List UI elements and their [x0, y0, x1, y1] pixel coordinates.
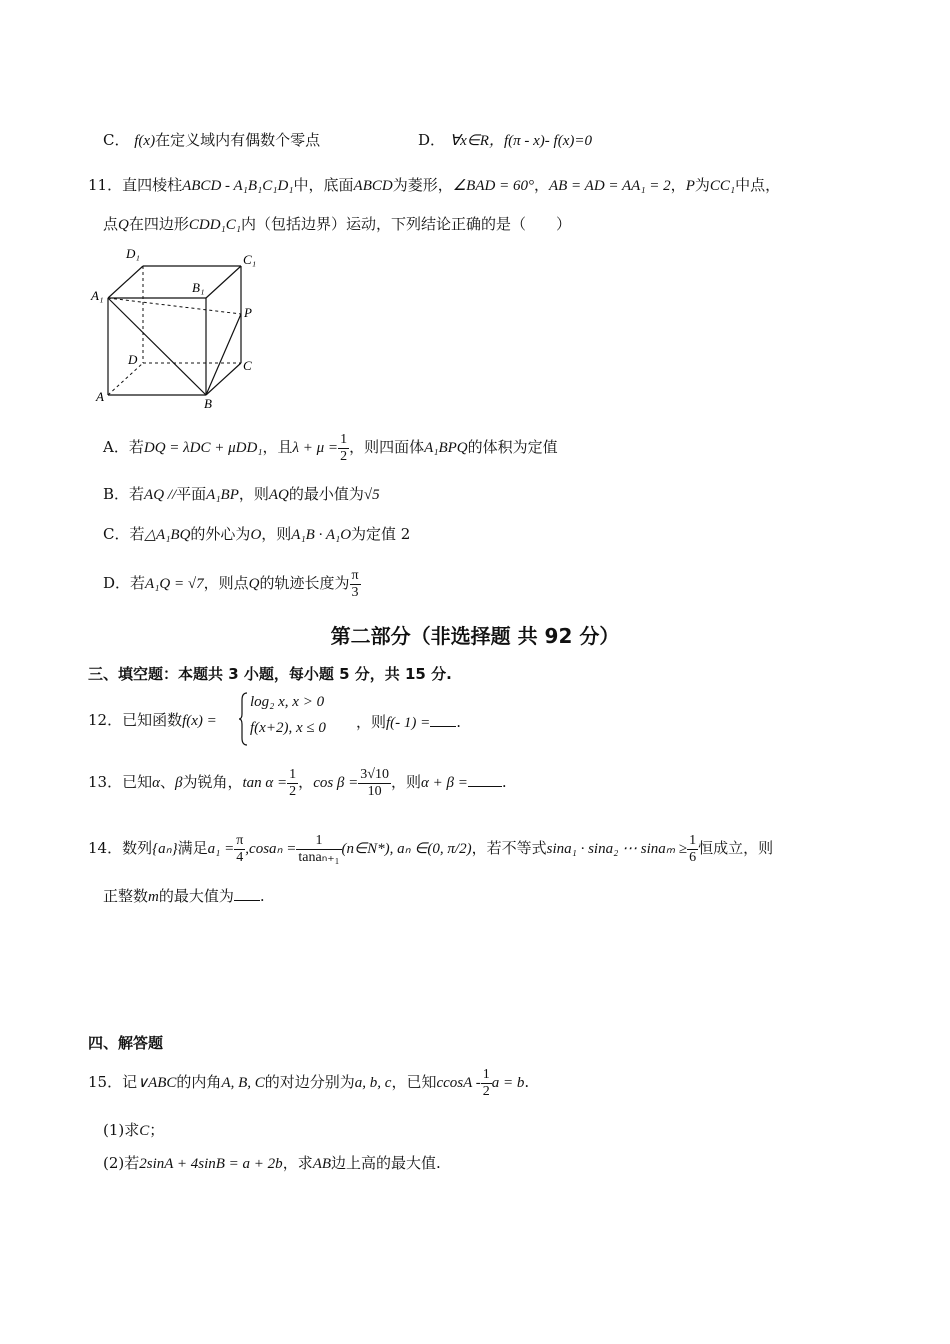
- q10-option-d: D． ∀x∈R，f(π - x)- f(x)=0: [418, 131, 592, 149]
- label-b1: B₁: [192, 280, 205, 295]
- label-a: A: [96, 389, 104, 404]
- segment-a1-b: [108, 298, 206, 395]
- label-b: B: [204, 396, 212, 411]
- fraction-recip-tan: $\frac{1}{\text{tanaₙ₊₁}}$: [298, 832, 340, 865]
- q14-line1: 14．数列{aₙ}满足a₁ = $\frac{\pi}{4}$ ,cosaₙ = $\frac{1}{\text{tanaₙ₊₁}}$ (n∈N*), aₙ ∈(0, π/2)，若不等式sina₁ · sina₂ ⋯ sinaₘ ≥ $\frac{1}{6}$ 恒成立，则: [88, 832, 774, 865]
- q12-line: 12．已知函数f(x) =: [88, 711, 217, 729]
- q13-line: 13．已知α、β为锐角，tan α = $\frac{1}{2}$ ，cos β = $\frac{3√10}{10}$ ，则α + β = .: [88, 766, 507, 799]
- section4-heading: 四、解答题: [88, 1034, 164, 1052]
- label-c1: C₁: [243, 252, 257, 267]
- fraction-one-half: $\frac{1}{2}$: [340, 431, 348, 464]
- q10-c-math: f(x): [134, 133, 156, 149]
- q11-option-b: B．若AQ //平面A₁BP，则AQ的最小值为√5: [103, 485, 380, 503]
- q15-part2: (2)若2sinA + 4sinB = a + 2b，求AB边上高的最大值.: [103, 1154, 441, 1172]
- q11-option-c: C．若△A₁BQ的外心为O，则A₁B · A₁O为定值 2: [103, 525, 411, 543]
- q11-option-d: D．若A₁Q = √7，则点Q的轨迹长度为 $\frac{\pi}{3}$: [103, 567, 359, 600]
- edge-b1-c1: [206, 266, 241, 298]
- edge-a1-d1: [108, 266, 143, 298]
- q14-answer-blank[interactable]: [234, 888, 260, 901]
- section3-heading: 三、填空题：本题共 3 小题，每小题 5 分，共 15 分.: [88, 665, 452, 683]
- q15-part1: (1)求C；: [103, 1121, 165, 1139]
- q12-brace: [238, 692, 248, 746]
- q12-question: ，则f(- 1) = .: [356, 713, 462, 731]
- q12-case2: f(x+2), x ≤ 0: [250, 720, 326, 736]
- label-p: P: [244, 305, 252, 320]
- hidden-edge-a-d: [108, 363, 143, 395]
- q12-case1: log₂ x, x > 0: [250, 694, 325, 710]
- hidden-segment-a1-p: [108, 298, 241, 314]
- part2-title: 第二部分（非选择题 共 92 分）: [330, 624, 620, 648]
- q14-line2: 正整数m的最大值为 .: [103, 887, 265, 905]
- fraction-pi-quarter: $\frac{\pi}{4}$: [236, 832, 244, 865]
- label-d: D: [128, 352, 138, 367]
- q11-stem-line2: 点Q在四边形CDD₁C₁内（包括边界）运动，下列结论正确的是（ ）: [103, 215, 571, 233]
- fraction-cos-beta: $\frac{3√10}{10}$: [360, 766, 389, 799]
- fraction-pi-third: $\frac{\pi}{3}$: [351, 567, 359, 600]
- label-c: C: [243, 358, 252, 373]
- label-a1: A₁: [91, 288, 104, 303]
- label-d1: D₁: [126, 246, 140, 261]
- q10-option-c: C． f(x)在定义域内有偶数个零点: [103, 131, 321, 149]
- fraction-one-sixth: $\frac{1}{6}$: [689, 832, 697, 865]
- q11-stem-line1: 11．直四棱柱ABCD - A₁B₁C₁D₁中，底面ABCD为菱形，∠BAD = 60°，AB = AD = AA₁ = 2，P为CC₁中点，: [88, 176, 781, 194]
- segment-b-p: [206, 314, 241, 395]
- q11-option-a: A．若DQ = λDC + μDD₁，且λ + μ = $\frac{1}{2}$ ，则四面体A₁BPQ的体积为定值: [103, 431, 558, 464]
- q12-answer-blank[interactable]: [430, 714, 456, 727]
- q10-d-math: ∀x∈R，f(π - x)- f(x)=0: [449, 133, 592, 149]
- q15-stem: 15．记∨ABC的内角A, B, C的对边分别为a, b, c，已知ccosA - $\frac{1}{2}$ a = b.: [88, 1066, 530, 1099]
- fraction-tan-alpha: $\frac{1}{2}$: [289, 766, 297, 799]
- fraction-one-half-q15: $\frac{1}{2}$: [482, 1066, 490, 1099]
- edge-b-c: [206, 363, 241, 395]
- q13-answer-blank[interactable]: [468, 774, 502, 787]
- q11-prism-figure: [88, 240, 278, 415]
